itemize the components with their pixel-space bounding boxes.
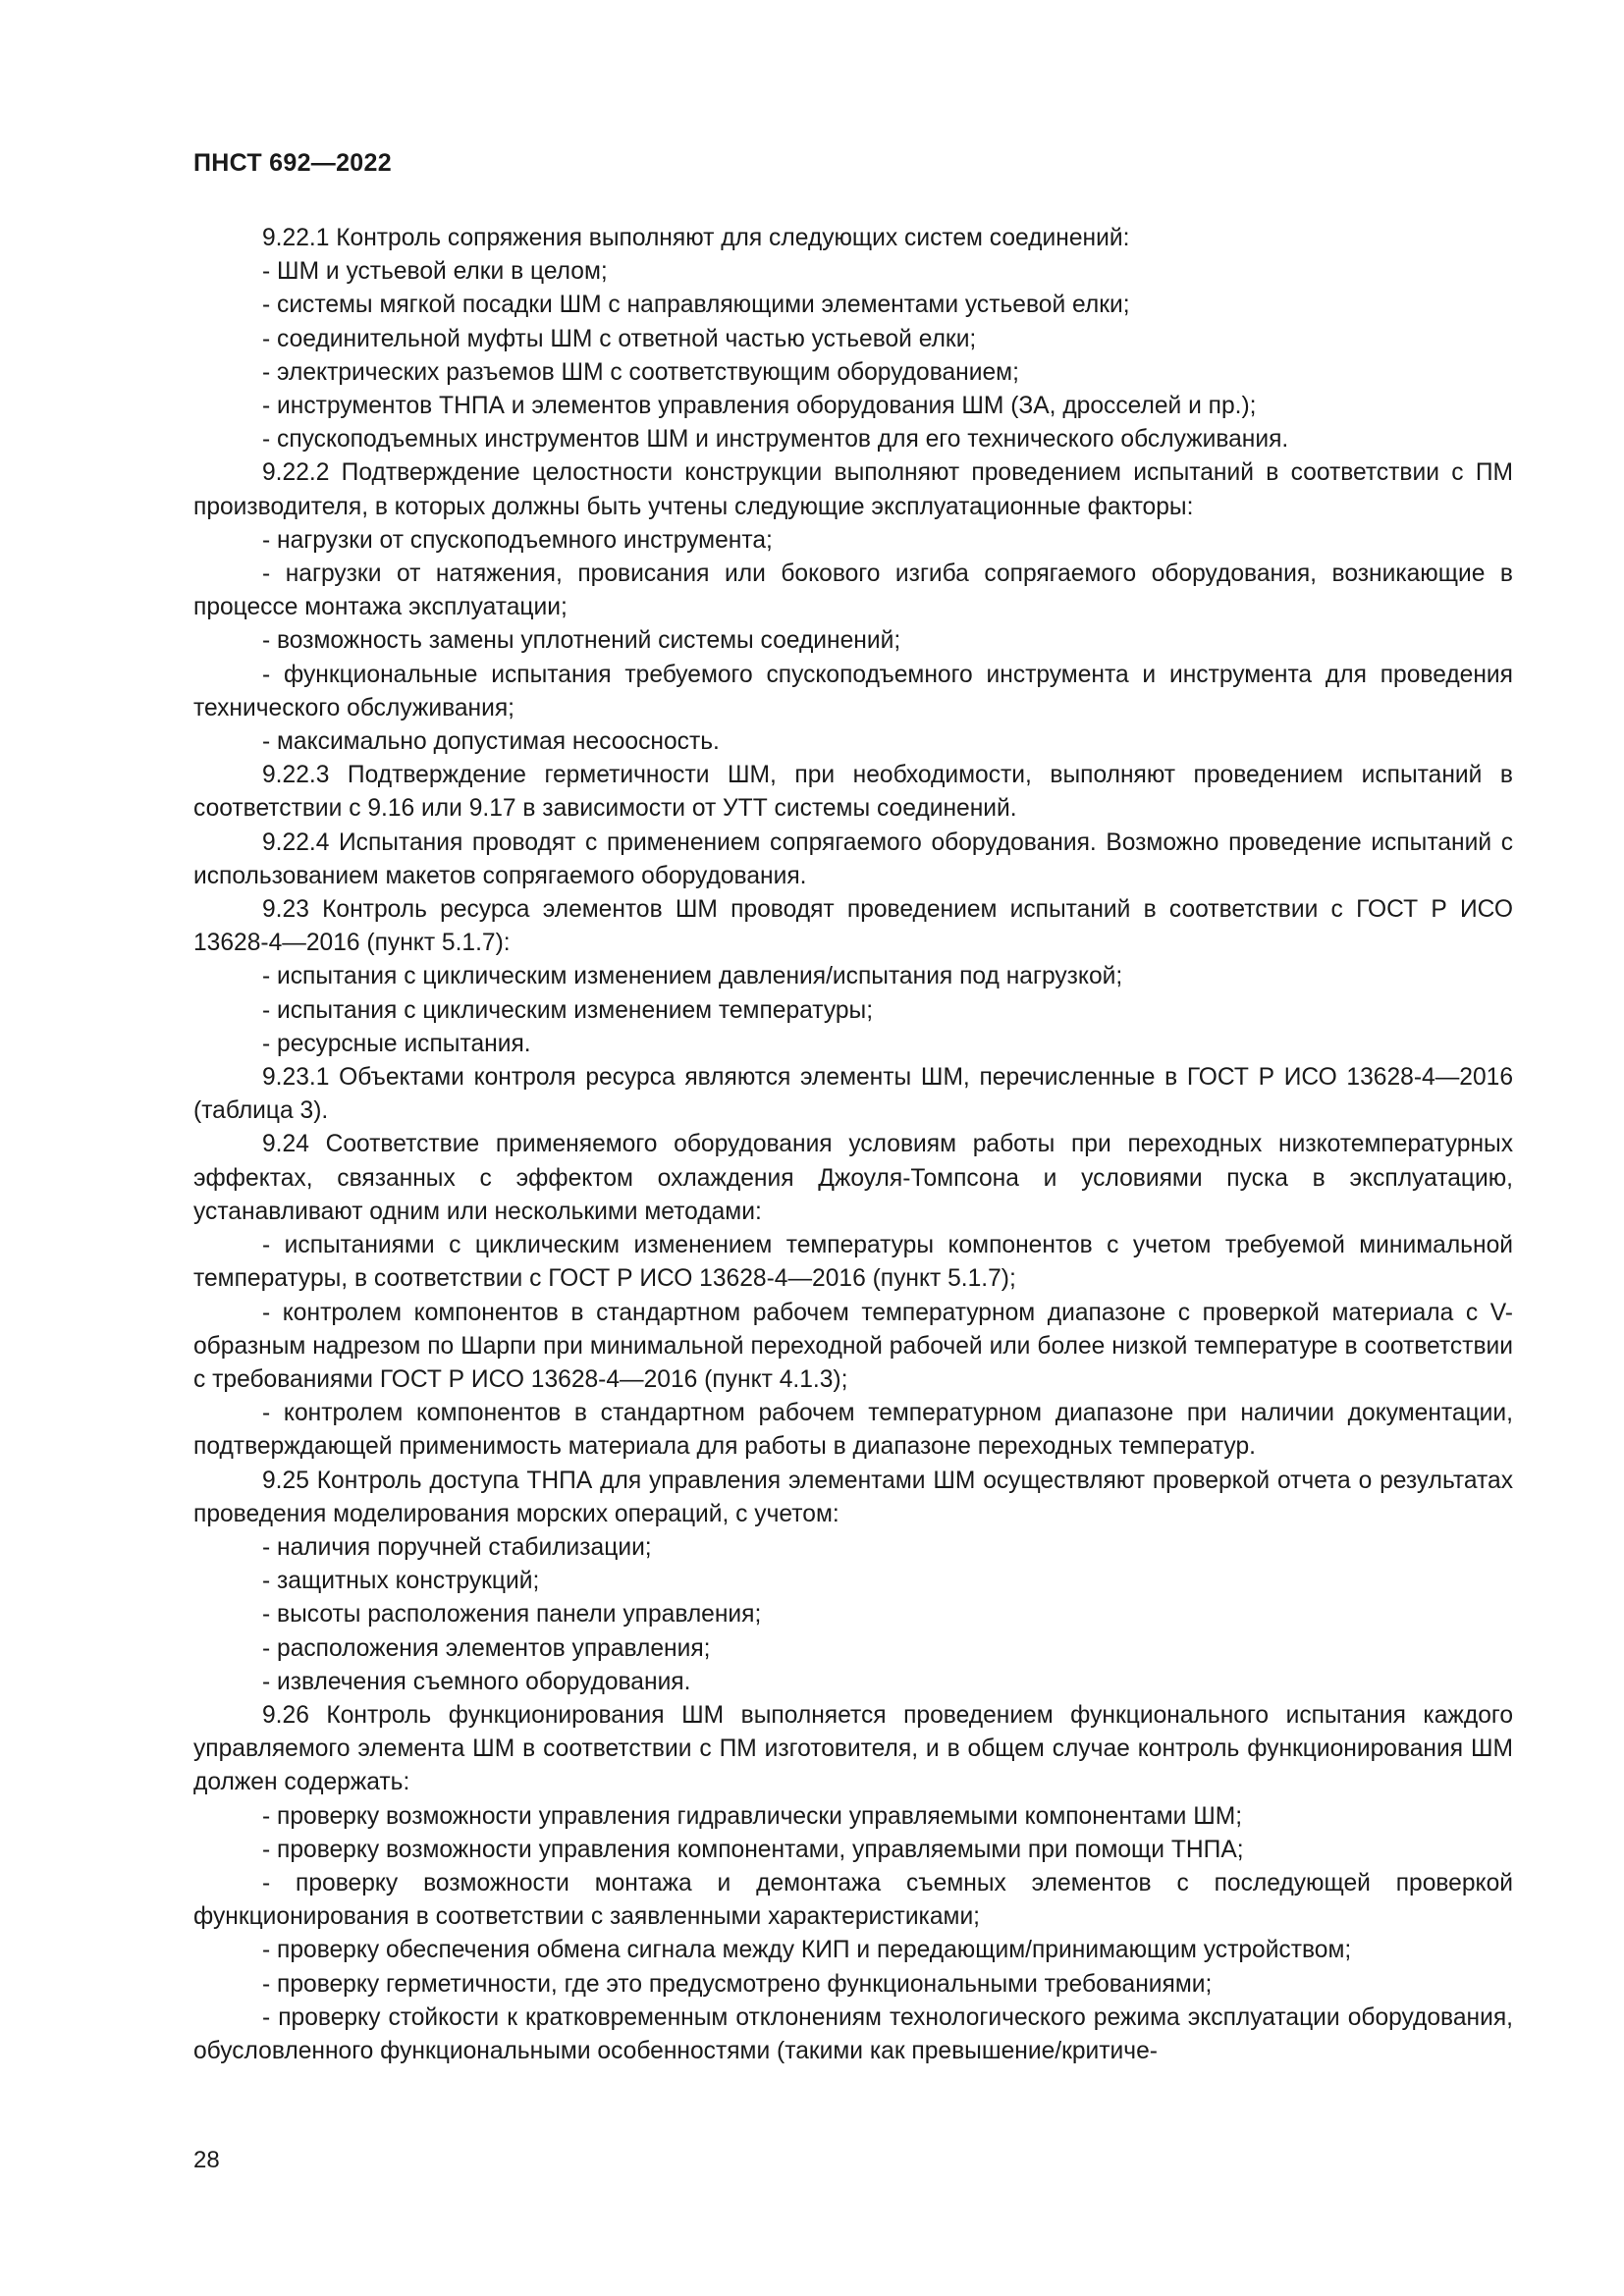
list-item: - электрических разъемов ШМ с соответствующим оборудованием; [262,358,1019,386]
list-item: - проверку возможности управления компонентами, управляемыми при помощи ТНПА; [262,1836,1244,1863]
paragraph: 9.23.1 Объектами контроля ресурса являются элементы ШМ, перечисленные в ГОСТ Р ИСО 13628-4—2016 (таблица 3). [193,1064,1513,1125]
list-item: - функциональные испытания требуемого спускоподъемного инструмента и инструмента для проведения технического обслуживания; [193,661,1513,721]
document-header: ПНСТ 692—2022 [193,149,392,177]
list-item: - высоты расположения панели управления; [262,1601,762,1629]
list-item: - проверку обеспечения обмена сигнала между КИП и передающим/принимающим устройством; [262,1937,1352,1964]
list-item: - максимально допустимая несоосность. [262,728,720,756]
list-item: - испытаниями с циклическим изменением температуры компонентов с учетом требуемой минимальной температуры, в соответствии с ГОСТ Р ИСО 13628-4—2016 (пункт 5.1.7); [193,1232,1513,1293]
list-item: - проверку герметичности, где это предусмотрено функциональными требованиями; [262,1970,1213,1998]
list-item: - ШМ и устьевой елки в целом; [262,258,608,286]
list-item: - проверку возможности управления гидравлически управляемыми компонентами ШМ; [262,1802,1243,1830]
paragraph: 9.26 Контроль функционирования ШМ выполняется проведением функционального испытания каждого управляемого элемента ШМ в соответствии с ПМ изготовителя, и в общем случае контроль функционирования ШМ должен содержать: [193,1701,1513,1796]
page-number: 28 [193,2147,220,2173]
paragraph: 9.24 Соответствие применяемого оборудования условиям работы при переходных низкотемпературных эффектах, связанных с эффектом охлаждения Джоуля-Томпсона и условиями пуска в эксплуатацию, устанавливают одним или несколькими методами: [193,1131,1513,1225]
list-item: - расположения элементов управления; [262,1634,711,1662]
list-item: - инструментов ТНПА и элементов управления оборудования ШМ (ЗА, дросселей и пр.); [262,393,1257,420]
list-item: - возможность замены уплотнений системы соединений; [262,627,901,655]
list-item: - проверку возможности монтажа и демонтажа съемных элементов с последующей проверкой функционирования в соответствии с заявленными характеристиками; [193,1869,1513,1931]
paragraph: 9.25 Контроль доступа ТНПА для управления элементами ШМ осуществляют проверкой отчета о результатах проведения моделирования морских операций, с учетом: [193,1467,1513,1527]
list-item: - системы мягкой посадки ШМ с направляющими элементами устьевой елки; [262,292,1130,319]
list-item: - испытания с циклическим изменением давления/испытания под нагрузкой; [262,963,1123,990]
list-item: - проверку стойкости к кратковременным отклонениям технологического режима эксплуатации оборудования, обусловленного функциональными особенностями (такими как превышение/критиче- [193,2003,1513,2064]
document-body [193,222,1513,2068]
paragraph: 9.22.4 Испытания проводят с применением сопрягаемого оборудования. Возможно проведение испытаний с использованием макетов сопрягаемого оборудования. [193,828,1513,889]
paragraph: 9.22.2 Подтверждение целостности конструкции выполняют проведением испытаний в соответствии с ПМ производителя, в которых должны быть учтены следующие эксплуатационные факторы: [193,459,1513,520]
paragraph: 9.23 Контроль ресурса элементов ШМ проводят проведением испытаний в соответствии с ГОСТ Р ИСО 13628-4—2016 (пункт 5.1.7): [193,896,1513,957]
paragraph: 9.22.3 Подтверждение герметичности ШМ, при необходимости, выполняют проведением испытаний в соответствии с 9.16 или 9.17 в зависимости от УТТ системы соединений. [193,762,1513,823]
paragraph: 9.22.1 Контроль сопряжения выполняют для следующих систем соединений: [262,225,1130,251]
list-item: - испытания с циклическим изменением температуры; [262,996,874,1024]
list-item: - наличия поручней стабилизации; [262,1533,652,1561]
list-item: - защитных конструкций; [262,1568,540,1595]
list-item: - нагрузки от натяжения, провисания или бокового изгиба сопрягаемого оборудования, возникающие в процессе монтажа эксплуатации; [193,561,1513,621]
list-item: - контролем компонентов в стандартном рабочем температурном диапазоне с проверкой материала с V-образным надрезом по Шарпи при минимальной переходной рабочей или более низкой температуре в соответствии с требованиями ГОСТ Р ИСО 13628-4—2016 (пункт 4.1.3); [193,1299,1513,1393]
list-item: - соединительной муфты ШМ с ответной частью устьевой елки; [262,325,977,352]
list-item: - нагрузки от спускоподъемного инструмента; [262,526,773,554]
list-item: - извлечения съемного оборудования. [262,1668,691,1695]
list-item: - контролем компонентов в стандартном рабочем температурном диапазоне при наличии документации, подтверждающей применимость материала для работы в диапазоне переходных температур. [193,1400,1513,1461]
list-item: - ресурсные испытания. [262,1030,531,1057]
list-item: - спускоподъемных инструментов ШМ и инструментов для его технического обслуживания. [262,426,1289,454]
